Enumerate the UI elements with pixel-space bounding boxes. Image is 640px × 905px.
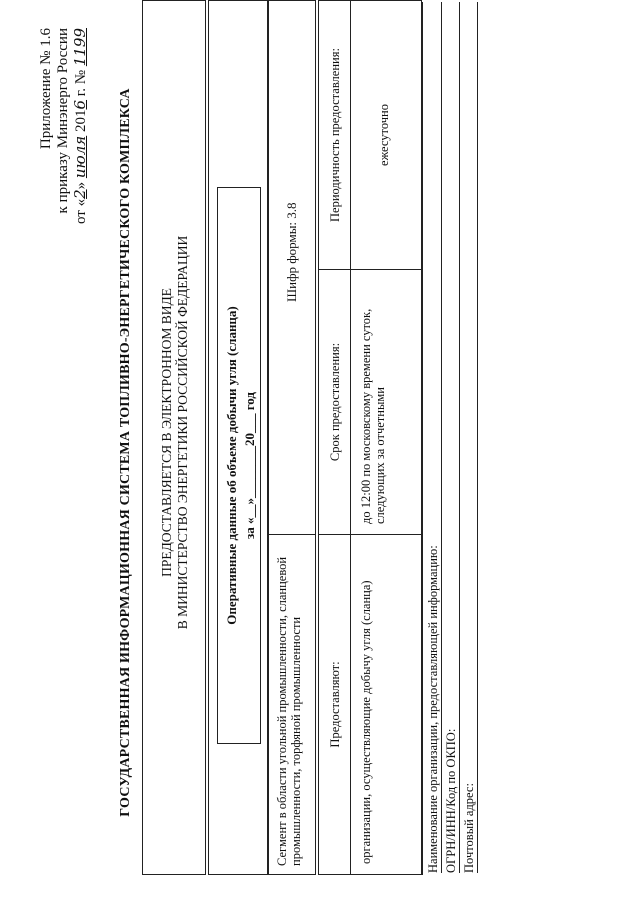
header-submitters: Предоставляют:	[319, 534, 351, 874]
segment-box	[268, 0, 316, 875]
fill-in-lines	[423, 2, 487, 433]
appendix-order-date	[72, 28, 90, 224]
form-title-frame	[217, 187, 261, 744]
info-table	[318, 0, 422, 875]
org-info-section	[422, 2, 487, 875]
form-title-box	[208, 0, 268, 875]
appendix-order-ref: к приказу Минэнерго России	[55, 28, 71, 214]
cell-deadline: до 12:00 по московскому времени суток, следующих за отчетными	[351, 269, 421, 534]
header-frequency: Периодичность предоставления:	[319, 1, 351, 269]
address-field: Почтовый адрес:	[461, 433, 478, 873]
fill-line	[459, 2, 460, 433]
date-sep1: »	[73, 178, 89, 190]
fill-line	[441, 2, 442, 433]
order-number: 1199	[71, 28, 89, 67]
submission-line2: В МИНИСТЕРСТВО ЭНЕРГЕТИКИ РОССИЙСКОЙ ФЕДЕРАЦИИ	[175, 235, 190, 630]
ogrn-field: ОГРН/ИНН/Код по ОКПО:	[443, 433, 460, 873]
date-sep3: г. №	[73, 66, 89, 100]
date-day: 2	[71, 189, 89, 199]
segment-text: Сегмент в области угольной промышленности, сланцевой промышленности, торфяной промышленности	[269, 534, 315, 874]
submission-line1: ПРЕДОСТАВЛЯЕТСЯ В ЭЛЕКТРОННОМ ВИДЕ	[159, 288, 174, 577]
date-month: июля	[71, 135, 89, 179]
date-sep2: 201	[73, 109, 89, 136]
org-name-field: Наименование организации, предоставляющей информацию:	[425, 433, 442, 873]
appendix-block	[38, 28, 90, 224]
main-title: ГОСУДАРСТВЕННАЯ ИНФОРМАЦИОННАЯ СИСТЕМА ТОПЛИВНО-ЭНЕРГЕТИЧЕСКОГО КОМПЛЕКСА	[118, 88, 133, 817]
appendix-number: Приложение № 1.6	[38, 28, 54, 150]
header-deadline: Срок предоставления:	[319, 269, 351, 534]
date-prefix: от «	[73, 198, 89, 225]
cell-submitters: организации, осуществляющие добычу угля (сланца)	[351, 534, 421, 874]
date-year-digit: 6	[71, 99, 89, 110]
submission-box	[142, 0, 206, 875]
form-period: за «__»________20___ год	[242, 392, 257, 540]
form-code: Шифр формы: 3.8	[284, 202, 299, 302]
cell-frequency: ежесуточно	[377, 104, 391, 166]
form-title: Оперативные данные об объеме добычи угля (сланца)	[224, 306, 239, 625]
fill-line	[477, 2, 478, 433]
